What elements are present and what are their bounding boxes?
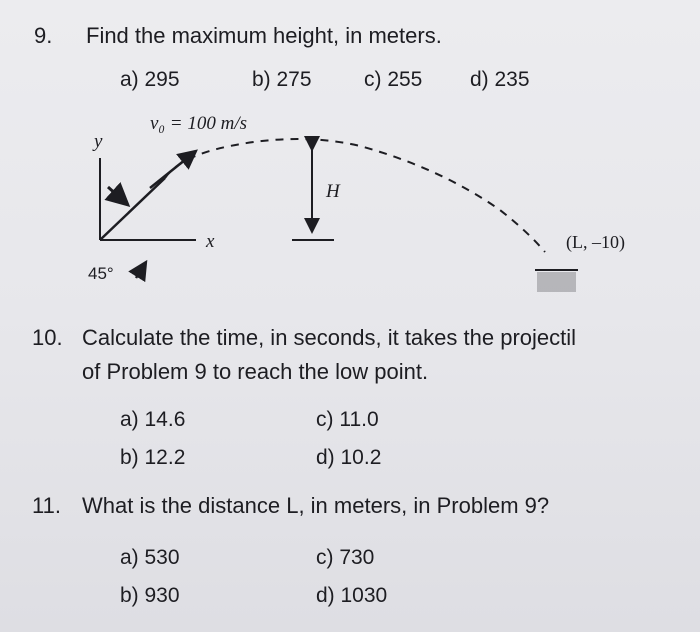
- question-11-option-d: d) 1030: [316, 584, 388, 607]
- question-10-text-line2: of Problem 9 to reach the low point.: [82, 359, 429, 384]
- question-10-option-b: b) 12.2: [120, 446, 186, 469]
- question-10-option-c: c) 11.0: [316, 408, 379, 431]
- question-9-number: 9.: [34, 23, 53, 48]
- question-11-option-c: c) 730: [316, 546, 375, 569]
- question-9-option-b: b) 275: [252, 68, 312, 91]
- question-9-text: Find the maximum height, in meters.: [86, 23, 442, 48]
- velocity-label: v₀ = 100 m/s: [150, 113, 248, 134]
- question-9-option-c: c) 255: [364, 68, 423, 91]
- angle-label: 45°: [88, 264, 114, 283]
- height-label: H: [326, 181, 340, 202]
- question-10-number: 10.: [32, 325, 63, 350]
- component-arrow: [108, 187, 128, 205]
- question-9-option-a: a) 295: [120, 68, 180, 91]
- question-11-option-a: a) 530: [120, 546, 180, 569]
- question-11-text: What is the distance L, in meters, in Problem 9?: [82, 493, 550, 518]
- question-9-option-d: d) 235: [470, 68, 530, 91]
- endpoint-label: (L, –10): [566, 232, 625, 252]
- x-axis-label: x: [206, 231, 215, 252]
- velocity-arrow: [150, 151, 196, 188]
- question-11-option-b: b) 930: [120, 584, 180, 607]
- question-10-option-a: a) 14.6: [120, 408, 186, 431]
- question-10-option-d: d) 10.2: [316, 446, 382, 469]
- question-11-number: 11.: [32, 493, 61, 518]
- ground-block: [537, 272, 576, 292]
- question-10-text-line1: Calculate the time, in seconds, it takes the projectil: [82, 326, 577, 350]
- y-axis-label: y: [94, 131, 103, 152]
- trajectory-path: [165, 139, 545, 252]
- angle-arrow: [136, 262, 146, 278]
